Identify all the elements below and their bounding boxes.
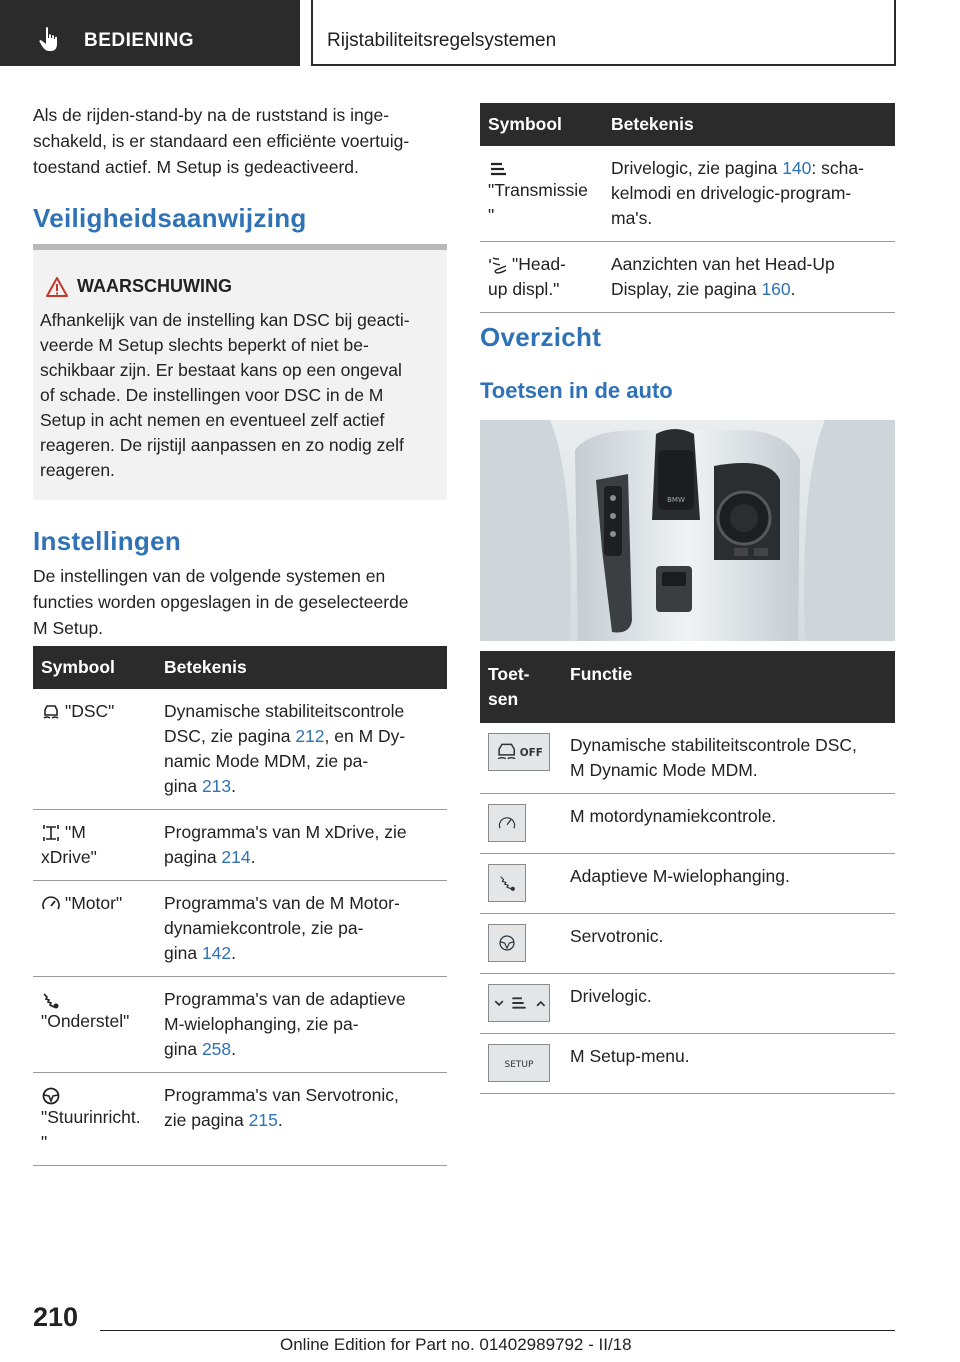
table-header-row xyxy=(480,651,895,723)
meaning-line xyxy=(164,774,439,799)
symbol-line xyxy=(41,987,148,1009)
function-cell xyxy=(562,974,895,1034)
hand-pointer-icon xyxy=(38,26,62,52)
table-row xyxy=(480,854,895,914)
table-row xyxy=(480,723,895,794)
function-line: Dynamische stabiliteitscontrole DSC, xyxy=(570,735,857,755)
table-header-row xyxy=(480,103,895,146)
symbol-label: xDrive" xyxy=(41,847,97,867)
meaning-text: DSC, zie pagina xyxy=(164,726,296,746)
meaning-cell xyxy=(156,1073,447,1166)
meaning-line: Programma's van M xDrive, zie xyxy=(164,822,407,842)
meaning-cell xyxy=(156,977,447,1073)
symbol-label: "Onderstel" xyxy=(41,1011,130,1031)
warning-line: veerde M Setup slechts beperkt of niet be- xyxy=(40,335,369,355)
symbol-label: up displ." xyxy=(488,279,560,299)
symbol-label: "Stuurinricht. xyxy=(41,1107,141,1127)
column-header-meaning: Betekenis xyxy=(603,103,895,146)
function-cell xyxy=(562,914,895,974)
meaning-line: Dynamische stabiliteitscontrole xyxy=(164,701,405,721)
steering-key-icon[interactable] xyxy=(488,924,526,962)
meaning-text: : scha- xyxy=(811,158,864,178)
table-row xyxy=(33,977,447,1073)
meaning-line xyxy=(611,156,887,181)
symbol-cell xyxy=(33,810,156,881)
meaning-line: kelmodi en drivelogic-program- xyxy=(611,183,852,203)
dsc-off-key-icon[interactable] xyxy=(488,733,550,771)
meaning-line xyxy=(164,941,439,966)
column-header-keys xyxy=(480,651,562,723)
page-link[interactable]: 214 xyxy=(221,847,251,867)
symbol-cell xyxy=(33,977,156,1073)
table-row xyxy=(480,914,895,974)
section-tab xyxy=(0,0,300,66)
symbol-cell xyxy=(33,1073,156,1166)
function-line: M Setup-menu. xyxy=(570,1046,690,1066)
meaning-text: gina xyxy=(164,1039,202,1059)
key-cell xyxy=(480,914,562,974)
page-number: 210 xyxy=(33,1302,79,1332)
page-link[interactable]: 215 xyxy=(248,1110,278,1130)
key-label: OFF xyxy=(519,746,543,759)
function-cell xyxy=(562,854,895,914)
settings-paragraph xyxy=(33,563,447,641)
meaning-text: . xyxy=(231,776,237,796)
settings-line: De instellingen van de volgende systemen en xyxy=(33,566,386,586)
symbol-label: "Motor" xyxy=(65,893,123,913)
meaning-line: Aanzichten van het Head-Up xyxy=(611,254,835,274)
intro-paragraph xyxy=(33,102,447,180)
table-row xyxy=(33,689,447,810)
meaning-text: gina xyxy=(164,943,202,963)
symbol-cell xyxy=(480,242,603,313)
page-link[interactable]: 258 xyxy=(201,1039,232,1059)
edition-line: Online Edition for Part no. 01402989792 - II/18 xyxy=(280,1335,632,1354)
meaning-text: . xyxy=(790,279,796,299)
warning-line: reageren. xyxy=(40,460,115,480)
symbol-label: " xyxy=(488,205,495,225)
warning-line: Setup in acht nemen en eventueel zelf actief xyxy=(40,410,385,430)
symbol-line xyxy=(488,156,595,178)
key-cell xyxy=(480,854,562,914)
meaning-line xyxy=(164,1037,439,1062)
function-cell xyxy=(562,723,895,794)
warning-line: schikbaar zijn. Er bestaat kans op een ongeval xyxy=(40,360,402,380)
meaning-cell xyxy=(603,146,895,242)
table-row xyxy=(480,794,895,854)
settings-line: M Setup. xyxy=(33,618,104,638)
meaning-cell xyxy=(603,242,895,313)
warning-text xyxy=(40,308,445,483)
meaning-text: . xyxy=(250,847,256,867)
safety-heading: Veiligheidsaanwijzing xyxy=(33,203,307,233)
page-link[interactable]: 213 xyxy=(201,776,232,796)
symbol-label: "M xyxy=(65,822,86,842)
steering-icon xyxy=(41,1087,61,1105)
function-line: M Dynamic Mode MDM. xyxy=(570,760,758,780)
meaning-line: dynamiekcontrole, zie pa- xyxy=(164,918,364,938)
function-line: M motordynamiekcontrole. xyxy=(570,806,777,826)
page-link[interactable]: 140 xyxy=(782,158,812,178)
symbol-line xyxy=(488,252,595,277)
table-row xyxy=(33,1073,447,1166)
meaning-text: , en M Dy- xyxy=(324,726,406,746)
meaning-line: namic Mode MDM, zie pa- xyxy=(164,751,369,771)
meaning-text: zie pagina xyxy=(164,1110,249,1130)
key-cell xyxy=(480,1034,562,1094)
headup-icon xyxy=(488,256,508,274)
settings-heading: Instellingen xyxy=(33,526,182,556)
symbol-cell xyxy=(33,689,156,810)
overview-heading: Overzicht xyxy=(480,322,602,352)
suspension-key-icon[interactable] xyxy=(488,864,526,902)
warning-line: of schade. De instellingen voor DSC in de M xyxy=(40,385,384,405)
key-cell xyxy=(480,794,562,854)
svg-text:BMW: BMW xyxy=(667,496,685,504)
column-header-symbol: Symbool xyxy=(480,103,603,146)
chapter-title: Rijstabiliteitsregelsystemen xyxy=(327,30,557,51)
meaning-text: . xyxy=(231,1039,237,1059)
symbol-label: "Head- xyxy=(512,254,566,274)
keys-table xyxy=(480,651,895,1094)
function-cell xyxy=(562,794,895,854)
function-cell xyxy=(562,1034,895,1094)
drivelogic-key-icon[interactable] xyxy=(488,984,550,1022)
page-link[interactable]: 212 xyxy=(295,726,325,746)
settings-line: functies worden opgeslagen in de geselecteerde xyxy=(33,592,409,612)
xdrive-icon xyxy=(41,824,61,842)
intro-line: toestand actief. M Setup is gedeactiveerd. xyxy=(33,157,359,177)
page-link[interactable]: 142 xyxy=(201,943,232,963)
column-header-symbol: Symbool xyxy=(33,646,156,689)
warning-line: reageren. De rijstijl aanpassen en zo nodig zelf xyxy=(40,435,404,455)
intro-line: Als de rijden-stand-by na de ruststand is inge- xyxy=(33,105,390,125)
function-line: Servotronic. xyxy=(570,926,664,946)
meaning-text: . xyxy=(277,1110,283,1130)
meaning-cell xyxy=(156,689,447,810)
symbol-label: "Transmissie xyxy=(488,180,588,200)
drive-symbol-table xyxy=(480,103,895,313)
function-line: Adaptieve M-wielophanging. xyxy=(570,866,790,886)
table-row xyxy=(33,881,447,977)
meaning-text: Drivelogic, zie pagina xyxy=(611,158,783,178)
chapter-title-box xyxy=(311,0,896,66)
key-cell xyxy=(480,723,562,794)
meaning-cell xyxy=(156,810,447,881)
meaning-text: Display, zie pagina xyxy=(611,279,762,299)
meaning-text: . xyxy=(231,943,237,963)
transmission-icon xyxy=(488,160,508,178)
symbol-label: "DSC" xyxy=(65,701,115,721)
setup-key-icon[interactable] xyxy=(488,1044,550,1082)
dsc-icon xyxy=(41,703,61,721)
motor-icon xyxy=(41,895,61,913)
page-header xyxy=(0,0,960,66)
meaning-line: ma's. xyxy=(611,208,653,228)
symbol-label: " xyxy=(41,1132,48,1152)
settings-symbol-table xyxy=(33,646,447,1166)
column-header-meaning: Betekenis xyxy=(156,646,447,689)
meaning-line xyxy=(164,845,439,870)
header-line: Toet- xyxy=(488,664,530,684)
key-label: SETUP xyxy=(504,1059,534,1070)
center-console-image xyxy=(480,420,895,641)
meaning-cell xyxy=(156,881,447,977)
meaning-line: Programma's van de adaptieve xyxy=(164,989,406,1009)
meaning-text: pagina xyxy=(164,847,222,867)
buttons-heading: Toetsen in de auto xyxy=(480,378,673,403)
meaning-line xyxy=(164,1108,439,1133)
gauge-key-icon[interactable] xyxy=(488,804,526,842)
column-header-function: Functie xyxy=(562,651,895,723)
warning-line: Afhankelijk van de instelling kan DSC bij geacti- xyxy=(40,310,410,330)
warning-box xyxy=(33,244,447,500)
section-label: BEDIENING xyxy=(84,30,195,51)
symbol-cell xyxy=(480,146,603,242)
table-row xyxy=(480,242,895,313)
table-row xyxy=(33,810,447,881)
meaning-line xyxy=(164,724,439,749)
header-line: sen xyxy=(488,689,519,709)
warning-triangle-icon xyxy=(46,276,68,298)
meaning-line: Programma's van de M Motor- xyxy=(164,893,400,913)
meaning-line xyxy=(611,277,887,302)
meaning-text: gina xyxy=(164,776,202,796)
suspension-icon xyxy=(41,991,61,1009)
warning-title: WAARSCHUWING xyxy=(77,276,232,296)
symbol-line xyxy=(41,1083,148,1105)
page-link[interactable]: 160 xyxy=(761,279,791,299)
symbol-line xyxy=(41,820,148,845)
symbol-cell xyxy=(33,881,156,977)
footer-rule xyxy=(100,1330,895,1331)
function-line: Drivelogic. xyxy=(570,986,652,1006)
table-row xyxy=(480,1034,895,1094)
table-header-row xyxy=(33,646,447,689)
meaning-line: M-wielophanging, zie pa- xyxy=(164,1014,359,1034)
key-cell xyxy=(480,974,562,1034)
table-row xyxy=(480,974,895,1034)
meaning-line: Programma's van Servotronic, xyxy=(164,1085,399,1105)
table-row xyxy=(480,146,895,242)
intro-line: schakeld, is er standaard een efficiënte voertuig- xyxy=(33,131,410,151)
